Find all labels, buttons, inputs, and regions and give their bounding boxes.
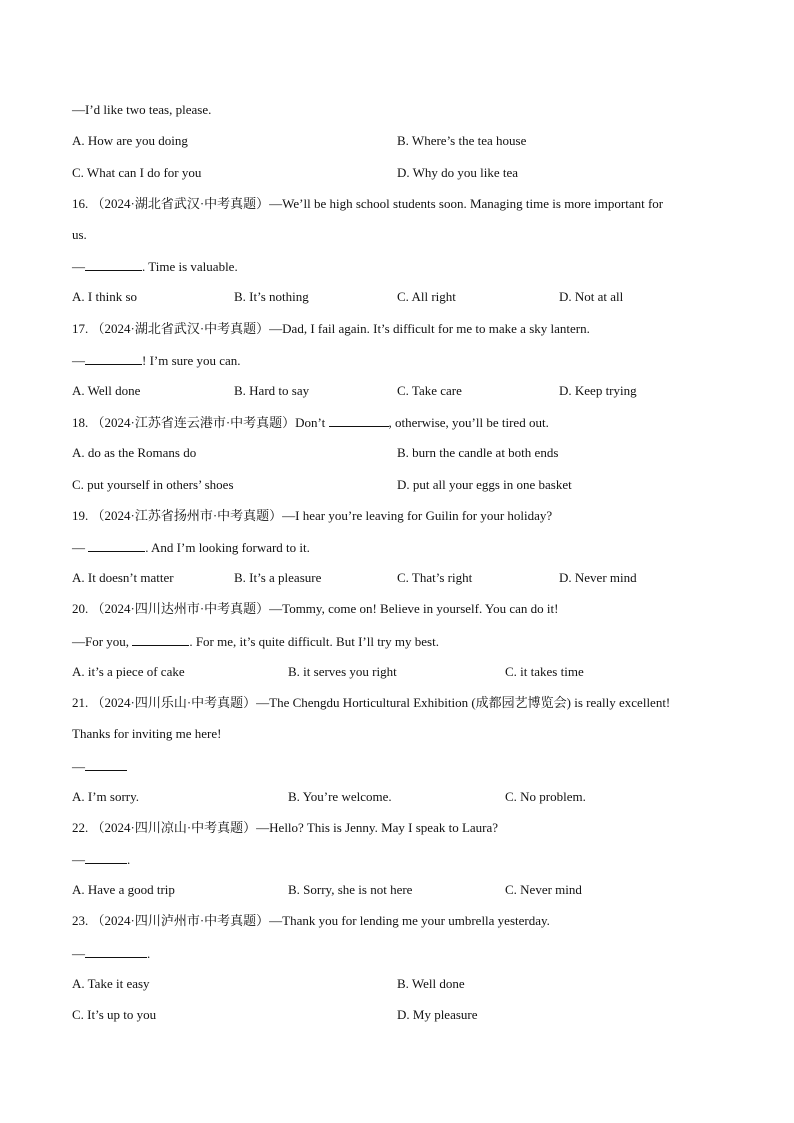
option-c: C. What can I do for you — [72, 165, 202, 180]
response-text: . Time is valuable. — [142, 259, 238, 274]
question-23-response — [72, 945, 150, 962]
dash: — — [72, 759, 85, 774]
question-21-stem: 21. （2024·四川乐山·中考真题）—The Chengdu Horticultural Exhibition (成都园艺博览会) is really excellent! — [72, 695, 671, 710]
answer-blank[interactable] — [85, 851, 127, 864]
question-20-stem: 20. （2024·四川达州市·中考真题）—Tommy, come on! Believe in yourself. You can do it! — [72, 601, 559, 616]
option-d: D. My pleasure — [397, 1007, 478, 1022]
option-a: A. It doesn’t matter — [72, 570, 174, 585]
option-d: D. Keep trying — [559, 383, 637, 398]
option-b: B. Sorry, she is not here — [288, 882, 413, 897]
option-d: D. Not at all — [559, 289, 624, 304]
response-text: . And I’m looking forward to it. — [145, 540, 310, 555]
option-a: A. Well done — [72, 383, 141, 398]
question-16-stem: 16. （2024·湖北省武汉·中考真题）—We’ll be high school students soon. Managing time is more important for — [72, 196, 664, 211]
stem-text: , otherwise, you’ll be tired out. — [388, 415, 549, 430]
question-21-response — [72, 758, 127, 775]
option-d: D. put all your eggs in one basket — [397, 477, 572, 492]
option-a: A. it’s a piece of cake — [72, 664, 185, 679]
answer-blank[interactable] — [85, 352, 142, 365]
dash: — — [72, 259, 85, 274]
option-b: B. It’s a pleasure — [234, 570, 322, 585]
option-d: D. Why do you like tea — [397, 165, 519, 180]
response-text: . — [127, 852, 131, 867]
response-text: ! I’m sure you can. — [142, 353, 241, 368]
option-b: B. burn the candle at both ends — [397, 445, 559, 460]
option-c: C. No problem. — [505, 789, 586, 804]
question-23-stem: 23. （2024·四川泸州市·中考真题）—Thank you for lending me your umbrella yesterday. — [72, 913, 550, 928]
option-b: B. It’s nothing — [234, 289, 309, 304]
answer-blank[interactable] — [88, 539, 145, 552]
option-c: C. Never mind — [505, 882, 582, 897]
option-c: C. That’s right — [397, 570, 473, 585]
stem-text: 18. （2024·江苏省连云港市·中考真题）Don’t — [72, 415, 329, 430]
option-b: B. Where’s the tea house — [397, 133, 527, 148]
question-21-stem-cont: Thanks for inviting me here! — [72, 726, 222, 741]
response-text: . — [147, 946, 151, 961]
answer-blank[interactable] — [85, 945, 147, 958]
option-c: C. Take care — [397, 383, 462, 398]
option-c: C. It’s up to you — [72, 1007, 157, 1022]
question-18-stem — [72, 414, 549, 431]
answer-blank[interactable] — [85, 258, 142, 271]
response-text: —For you, — [72, 634, 133, 649]
question-22-response — [72, 851, 130, 868]
dash: — — [72, 852, 85, 867]
option-c: C. put yourself in others’ shoes — [72, 477, 234, 492]
option-b: B. Well done — [397, 976, 465, 991]
option-b: B. it serves you right — [288, 664, 397, 679]
question-17-stem: 17. （2024·湖北省武汉·中考真题）—Dad, I fail again. It’s difficult for me to make a sky lantern. — [72, 321, 590, 336]
question-20-response — [72, 633, 439, 650]
option-a: A. do as the Romans do — [72, 445, 197, 460]
question-17-response — [72, 352, 241, 369]
option-a: A. I think so — [72, 289, 137, 304]
option-b: B. You’re welcome. — [288, 789, 392, 804]
option-c: C. All right — [397, 289, 456, 304]
answer-blank[interactable] — [132, 633, 189, 646]
option-a: A. How are you doing — [72, 133, 188, 148]
option-a: A. Have a good trip — [72, 882, 175, 897]
question-16-stem-cont: us. — [72, 227, 87, 242]
response-text: . For me, it’s quite difficult. But I’ll try my best. — [189, 634, 439, 649]
option-d: D. Never mind — [559, 570, 637, 585]
dialogue-line: —I’d like two teas, please. — [72, 102, 212, 117]
option-b: B. Hard to say — [234, 383, 310, 398]
dash: — — [72, 946, 85, 961]
dash: — — [72, 353, 85, 368]
dash: — — [72, 540, 89, 555]
answer-blank[interactable] — [329, 414, 389, 427]
answer-blank[interactable] — [85, 758, 127, 771]
question-22-stem: 22. （2024·四川凉山·中考真题）—Hello? This is Jenny. May I speak to Laura? — [72, 820, 499, 835]
option-a: A. Take it easy — [72, 976, 150, 991]
question-19-stem: 19. （2024·江苏省扬州市·中考真题）—I hear you’re leaving for Guilin for your holiday? — [72, 508, 553, 523]
question-16-response — [72, 258, 238, 275]
option-a: A. I’m sorry. — [72, 789, 140, 804]
question-19-response — [72, 539, 310, 556]
option-c: C. it takes time — [505, 664, 584, 679]
